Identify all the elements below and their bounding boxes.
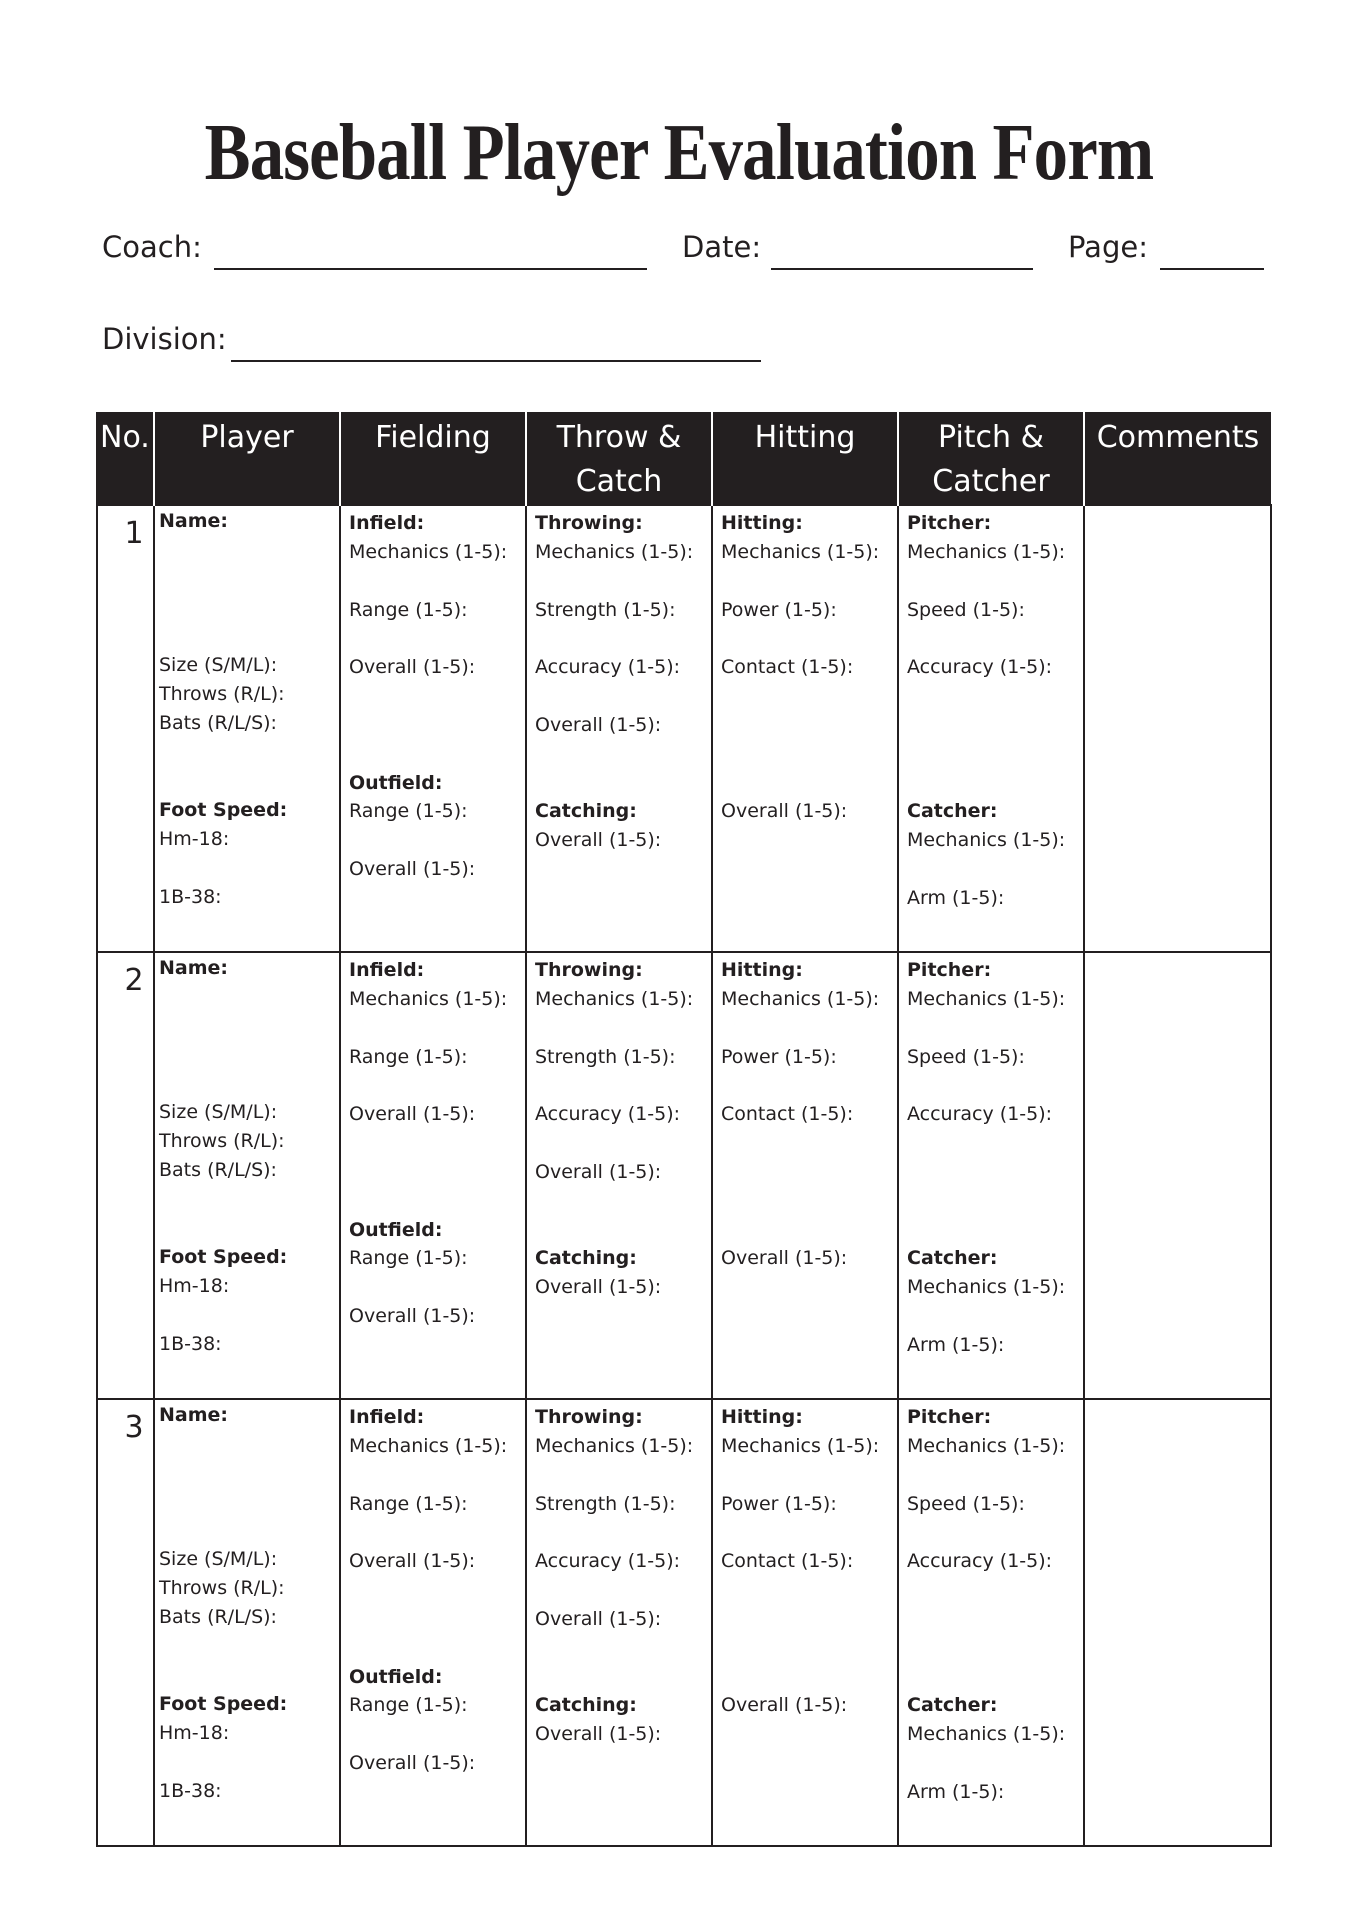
outfield-range-label: Range (1-5): <box>349 1247 468 1269</box>
coach-line <box>214 268 647 270</box>
division-line <box>231 360 761 362</box>
infield-range-label: Range (1-5): <box>349 1493 468 1515</box>
coach-label: Coach: <box>102 230 202 264</box>
hm-18-label: Hm-18: <box>159 1275 230 1297</box>
division-field[interactable] <box>102 322 762 358</box>
player-cell[interactable] <box>154 505 340 952</box>
hitting-cell[interactable] <box>712 1399 898 1846</box>
outfield-label: Outfield: <box>349 1219 443 1241</box>
comments-cell[interactable] <box>1084 505 1271 952</box>
pitcher-accuracy-label: Accuracy (1-5): <box>907 1103 1053 1125</box>
size-label: Size (S/M/L): <box>159 1548 278 1570</box>
pitcher-label: Pitcher: <box>907 1406 992 1428</box>
throwing-overall-label: Overall (1-5): <box>535 1161 662 1183</box>
row-number: 1 <box>124 516 144 551</box>
pitcher-label: Pitcher: <box>907 959 992 981</box>
fielding-cell[interactable] <box>340 1399 526 1846</box>
table-header-row <box>97 412 1271 505</box>
date-field[interactable] <box>682 230 1035 266</box>
hitting-label: Hitting: <box>721 512 803 534</box>
throwing-overall-label: Overall (1-5): <box>535 1608 662 1630</box>
infield-mechanics-label: Mechanics (1-5): <box>349 1435 508 1457</box>
throw-catch-cell[interactable] <box>526 505 712 952</box>
bats-label: Bats (R/L/S): <box>159 1159 277 1181</box>
row-number-cell <box>97 952 154 1399</box>
pitch-catcher-cell[interactable] <box>898 505 1084 952</box>
foot-speed-label: Foot Speed: <box>159 1693 288 1715</box>
catching-overall-label: Overall (1-5): <box>535 1276 662 1298</box>
size-label: Size (S/M/L): <box>159 654 278 676</box>
infield-mechanics-label: Mechanics (1-5): <box>349 988 508 1010</box>
page-field[interactable] <box>1068 230 1266 266</box>
row-number-cell <box>97 505 154 952</box>
hitting-label: Hitting: <box>721 959 803 981</box>
date-label: Date: <box>682 230 762 264</box>
pitcher-mechanics-label: Mechanics (1-5): <box>907 1435 1066 1457</box>
catching-label: Catching: <box>535 800 637 822</box>
pitcher-label: Pitcher: <box>907 512 992 534</box>
form-title: Baseball Player Evaluation Form <box>204 109 1154 197</box>
outfield-overall-label: Overall (1-5): <box>349 1752 476 1774</box>
hitting-power-label: Power (1-5): <box>721 599 837 621</box>
hitting-overall-label: Overall (1-5): <box>721 1247 848 1269</box>
header-no: No. <box>97 412 154 505</box>
outfield-overall-label: Overall (1-5): <box>349 858 476 880</box>
throwing-accuracy-label: Accuracy (1-5): <box>535 1550 681 1572</box>
header-hitting: Hitting <box>712 412 898 505</box>
hitting-power-label: Power (1-5): <box>721 1046 837 1068</box>
throwing-label: Throwing: <box>535 512 643 534</box>
hitting-label: Hitting: <box>721 1406 803 1428</box>
pitcher-speed-label: Speed (1-5): <box>907 1493 1025 1515</box>
catcher-label: Catcher: <box>907 1694 998 1716</box>
pitcher-speed-label: Speed (1-5): <box>907 599 1025 621</box>
pitcher-mechanics-label: Mechanics (1-5): <box>907 541 1066 563</box>
player-cell[interactable] <box>154 952 340 1399</box>
division-label: Division: <box>102 322 227 356</box>
coach-field[interactable] <box>102 230 647 266</box>
hitting-power-label: Power (1-5): <box>721 1493 837 1515</box>
bats-label: Bats (R/L/S): <box>159 712 277 734</box>
table-row <box>97 1399 1271 1846</box>
hitting-cell[interactable] <box>712 505 898 952</box>
hitting-mechanics-label: Mechanics (1-5): <box>721 1435 880 1457</box>
pitcher-speed-label: Speed (1-5): <box>907 1046 1025 1068</box>
header-fielding: Fielding <box>340 412 526 505</box>
throwing-mechanics-label: Mechanics (1-5): <box>535 1435 694 1457</box>
outfield-range-label: Range (1-5): <box>349 800 468 822</box>
catching-label: Catching: <box>535 1694 637 1716</box>
comments-cell[interactable] <box>1084 952 1271 1399</box>
infield-overall-label: Overall (1-5): <box>349 1103 476 1125</box>
hitting-contact-label: Contact (1-5): <box>721 1550 854 1572</box>
player-cell[interactable] <box>154 1399 340 1846</box>
catcher-arm-label: Arm (1-5): <box>907 1334 1005 1356</box>
catching-overall-label: Overall (1-5): <box>535 829 662 851</box>
throws-label: Throws (R/L): <box>159 1130 285 1152</box>
row-number: 2 <box>124 963 144 998</box>
foot-speed-label: Foot Speed: <box>159 799 288 821</box>
throws-label: Throws (R/L): <box>159 1577 285 1599</box>
fielding-cell[interactable] <box>340 505 526 952</box>
table-row <box>97 505 1271 952</box>
date-line <box>771 268 1033 270</box>
hm-18-label: Hm-18: <box>159 828 230 850</box>
throw-catch-cell[interactable] <box>526 952 712 1399</box>
name-label: Name: <box>159 1404 229 1426</box>
outfield-overall-label: Overall (1-5): <box>349 1305 476 1327</box>
catcher-arm-label: Arm (1-5): <box>907 887 1005 909</box>
throwing-accuracy-label: Accuracy (1-5): <box>535 1103 681 1125</box>
throwing-strength-label: Strength (1-5): <box>535 1046 676 1068</box>
row-number-cell <box>97 1399 154 1846</box>
outfield-label: Outfield: <box>349 1666 443 1688</box>
infield-range-label: Range (1-5): <box>349 599 468 621</box>
1b-38-label: 1B-38: <box>159 886 222 908</box>
outfield-range-label: Range (1-5): <box>349 1694 468 1716</box>
throwing-strength-label: Strength (1-5): <box>535 599 676 621</box>
header-player: Player <box>154 412 340 505</box>
throwing-label: Throwing: <box>535 959 643 981</box>
pitch-catcher-cell[interactable] <box>898 1399 1084 1846</box>
infield-range-label: Range (1-5): <box>349 1046 468 1068</box>
size-label: Size (S/M/L): <box>159 1101 278 1123</box>
throwing-mechanics-label: Mechanics (1-5): <box>535 541 694 563</box>
catcher-mechanics-label: Mechanics (1-5): <box>907 1723 1066 1745</box>
catcher-label: Catcher: <box>907 1247 998 1269</box>
catcher-label: Catcher: <box>907 800 998 822</box>
1b-38-label: 1B-38: <box>159 1780 222 1802</box>
hitting-mechanics-label: Mechanics (1-5): <box>721 988 880 1010</box>
hitting-cell[interactable] <box>712 952 898 1399</box>
evaluation-table <box>96 412 1272 1847</box>
header-throw-catch: Throw & Catch <box>526 412 712 505</box>
catching-label: Catching: <box>535 1247 637 1269</box>
pitcher-mechanics-label: Mechanics (1-5): <box>907 988 1066 1010</box>
throwing-mechanics-label: Mechanics (1-5): <box>535 988 694 1010</box>
catching-overall-label: Overall (1-5): <box>535 1723 662 1745</box>
throwing-overall-label: Overall (1-5): <box>535 714 662 736</box>
catcher-mechanics-label: Mechanics (1-5): <box>907 1276 1066 1298</box>
header-comments: Comments <box>1084 412 1271 505</box>
catcher-arm-label: Arm (1-5): <box>907 1781 1005 1803</box>
infield-label: Infield: <box>349 959 425 981</box>
row-number: 3 <box>124 1410 144 1445</box>
hitting-mechanics-label: Mechanics (1-5): <box>721 541 880 563</box>
throwing-accuracy-label: Accuracy (1-5): <box>535 656 681 678</box>
comments-cell[interactable] <box>1084 1399 1271 1846</box>
hitting-overall-label: Overall (1-5): <box>721 1694 848 1716</box>
table-row <box>97 952 1271 1399</box>
pitcher-accuracy-label: Accuracy (1-5): <box>907 1550 1053 1572</box>
throws-label: Throws (R/L): <box>159 683 285 705</box>
bats-label: Bats (R/L/S): <box>159 1606 277 1628</box>
page-label: Page: <box>1068 230 1148 264</box>
pitcher-accuracy-label: Accuracy (1-5): <box>907 656 1053 678</box>
header-pitch-catcher: Pitch & Catcher <box>898 412 1084 505</box>
pitch-catcher-cell[interactable] <box>898 952 1084 1399</box>
throw-catch-cell[interactable] <box>526 1399 712 1846</box>
name-label: Name: <box>159 510 229 532</box>
foot-speed-label: Foot Speed: <box>159 1246 288 1268</box>
infield-label: Infield: <box>349 1406 425 1428</box>
infield-mechanics-label: Mechanics (1-5): <box>349 541 508 563</box>
throwing-label: Throwing: <box>535 1406 643 1428</box>
page-line <box>1160 268 1264 270</box>
outfield-label: Outfield: <box>349 772 443 794</box>
hm-18-label: Hm-18: <box>159 1722 230 1744</box>
name-label: Name: <box>159 957 229 979</box>
1b-38-label: 1B-38: <box>159 1333 222 1355</box>
throwing-strength-label: Strength (1-5): <box>535 1493 676 1515</box>
fielding-cell[interactable] <box>340 952 526 1399</box>
infield-overall-label: Overall (1-5): <box>349 1550 476 1572</box>
hitting-contact-label: Contact (1-5): <box>721 1103 854 1125</box>
infield-overall-label: Overall (1-5): <box>349 656 476 678</box>
infield-label: Infield: <box>349 512 425 534</box>
hitting-overall-label: Overall (1-5): <box>721 800 848 822</box>
hitting-contact-label: Contact (1-5): <box>721 656 854 678</box>
catcher-mechanics-label: Mechanics (1-5): <box>907 829 1066 851</box>
